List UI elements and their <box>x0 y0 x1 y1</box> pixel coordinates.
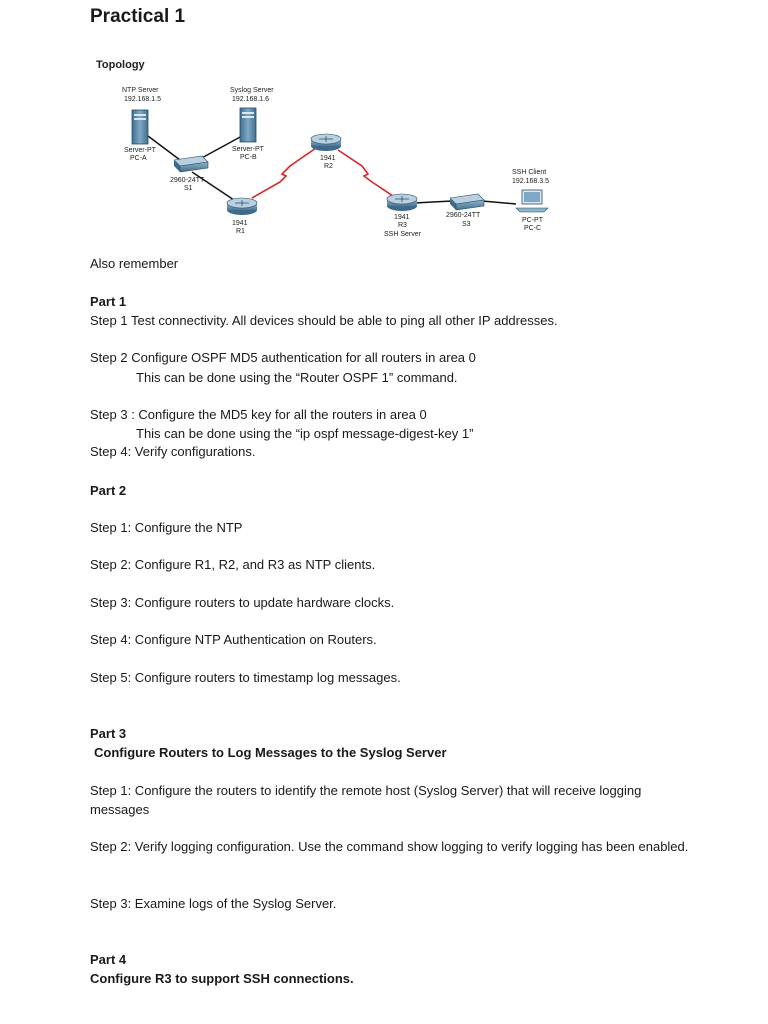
part4-title: Configure R3 to support SSH connections. <box>90 971 354 986</box>
part2-step5: Step 5: Configure routers to timestamp log messages. <box>90 670 401 685</box>
s3-model: 2960-24TT <box>446 212 481 219</box>
part1-step2-note: This can be done using the “Router OSPF 1” command. <box>136 370 458 385</box>
part3-step1: Step 1: Configure the routers to identify the remote host (Syslog Server) that will receive logging messages <box>90 783 642 817</box>
pcc-label: PC-C <box>524 225 542 232</box>
part2-step2: Step 2: Configure R1, R2, and R3 as NTP clients. <box>90 557 376 572</box>
topology-diagram <box>84 48 568 248</box>
part2-step4: Step 4: Configure NTP Authentication on Routers. <box>90 632 377 647</box>
part2-step1: Step 1: Configure the NTP <box>90 520 243 535</box>
s3-label: S3 <box>462 221 471 228</box>
pcc-type: PC-PT <box>522 217 543 224</box>
part1-heading: Part 1 <box>90 294 127 309</box>
pcb-label: PC-B <box>240 154 257 161</box>
r3-label: R3 <box>398 222 407 229</box>
router-icon-r2 <box>311 134 341 151</box>
serial-link-r1-r2 <box>252 148 316 198</box>
link-r3-s3 <box>414 201 452 203</box>
router-icon-r3 <box>387 194 417 211</box>
link-s3-pcc <box>482 201 516 204</box>
server-icon-pcb <box>240 108 256 142</box>
ssh-client-name: SSH Client <box>512 169 547 176</box>
part3-step3: Step 3: Examine logs of the Syslog Server. <box>90 896 337 911</box>
part1-step3-note: This can be done using the “ip ospf message-digest-key 1” <box>136 426 474 441</box>
also-remember-text: Also remember <box>90 256 179 271</box>
r3-model: 1941 <box>394 214 410 221</box>
r3-role: SSH Server <box>384 231 421 238</box>
part1-step3: Step 3 : Configure the MD5 key for all the routers in area 0 <box>90 407 427 422</box>
ntp-server-ip: 192.168.1.5 <box>124 96 161 103</box>
part3-heading: Part 3 <box>90 726 127 741</box>
s1-model: 2960-24TT <box>170 177 205 184</box>
pc-icon-pcc <box>516 190 548 212</box>
part1-step4: Step 4: Verify configurations. <box>90 444 256 459</box>
r1-model: 1941 <box>232 220 248 227</box>
part4-heading: Part 4 <box>90 952 127 967</box>
topology-heading: Topology <box>96 59 145 71</box>
pcb-type: Server-PT <box>232 146 264 153</box>
pca-type: Server-PT <box>124 147 156 154</box>
r2-label: R2 <box>324 163 333 170</box>
r2-model: 1941 <box>320 155 336 162</box>
part1-step2: Step 2 Configure OSPF MD5 authentication for all routers in area 0 <box>90 350 476 365</box>
pca-label: PC-A <box>130 155 147 162</box>
part1-step1: Step 1 Test connectivity. All devices should be able to ping all other IP addresses. <box>90 313 558 328</box>
part2-step3: Step 3: Configure routers to update hardware clocks. <box>90 595 395 610</box>
part3-title: Configure Routers to Log Messages to the Syslog Server <box>94 745 447 760</box>
topology-svg <box>84 48 568 248</box>
server-icon-pca <box>132 110 148 144</box>
syslog-server-name: Syslog Server <box>230 87 274 94</box>
serial-link-r2-r3 <box>338 150 396 198</box>
switch-icon-s3 <box>450 194 484 210</box>
r1-label: R1 <box>236 228 245 235</box>
ssh-client-ip: 192.168.3.5 <box>512 178 549 185</box>
part2-heading: Part 2 <box>90 483 127 498</box>
syslog-server-ip: 192.168.1.6 <box>232 96 269 103</box>
ntp-server-name: NTP Server <box>122 87 159 94</box>
s1-label: S1 <box>184 185 193 192</box>
page-title: Practical 1 <box>90 6 186 27</box>
router-icon-r1 <box>227 198 257 215</box>
part3-step2: Step 2: Verify logging configuration. Use the command show logging to verify logging has been enabled. <box>90 839 689 854</box>
